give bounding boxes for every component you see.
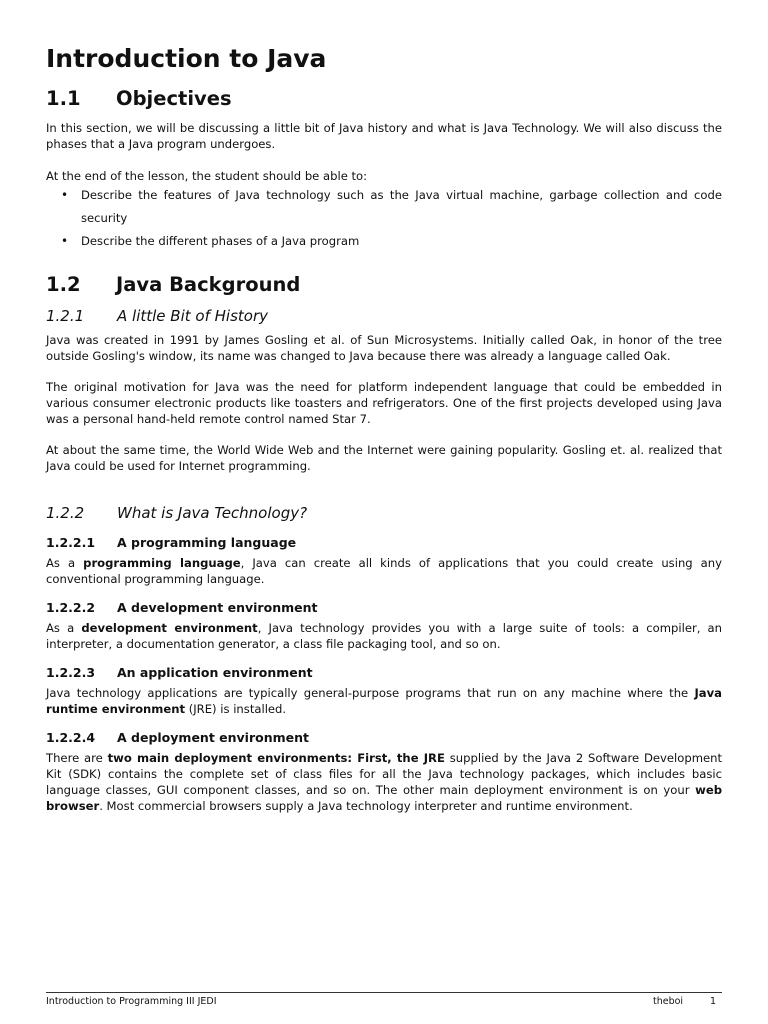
text-run: As a bbox=[46, 555, 84, 570]
footer-author: theboi bbox=[653, 996, 684, 1007]
programming-language-paragraph bbox=[46, 555, 722, 587]
topic-number: 1.2.2.1 bbox=[46, 534, 96, 550]
subsection-heading-history bbox=[46, 307, 722, 325]
topic-title: A programming language bbox=[117, 534, 297, 550]
topic-heading-deployment-environment bbox=[46, 730, 722, 745]
subsection-number: 1.2.1 bbox=[46, 306, 85, 325]
subsection-heading-java-technology bbox=[46, 504, 722, 522]
objectives-list bbox=[46, 184, 722, 253]
subsection-title: A little Bit of History bbox=[117, 306, 268, 325]
deployment-environment-paragraph bbox=[46, 750, 722, 814]
list-item: • Describe the different phases of a Java program bbox=[46, 230, 722, 253]
topic-number: 1.2.2.2 bbox=[46, 599, 96, 615]
topic-title: A development environment bbox=[117, 599, 318, 615]
topic-title: An application environment bbox=[117, 664, 313, 680]
topic-title: A deployment environment bbox=[117, 729, 309, 745]
development-environment-paragraph bbox=[46, 620, 722, 652]
section-heading-java-background bbox=[46, 273, 722, 296]
bold-term: development environment bbox=[81, 620, 258, 635]
document-title: Introduction to Java bbox=[46, 44, 327, 73]
text-run: As a bbox=[46, 620, 82, 635]
application-environment-paragraph bbox=[46, 685, 722, 717]
topic-heading-development-environment bbox=[46, 600, 722, 615]
objectives-intro-paragraph: In this section, we will be discussing a little bit of Java history and what is Java Technology. We will also discuss the phases that a Java program undergoes. bbox=[46, 121, 722, 152]
bold-term: two main deployment environments: First, the JRE bbox=[107, 750, 445, 765]
text-run: (JRE) is installed. bbox=[185, 701, 287, 716]
history-paragraph-1: Java was created in 1991 by James Gosling et al. of Sun Microsystems. Initially called Oak, in honor of the tree outside Gosling's window, its name was changed to Java because there was already a language called Oak. bbox=[46, 332, 722, 363]
footer-course-title: Introduction to Programming III JEDI bbox=[46, 996, 217, 1007]
list-item: • Describe the features of Java technology such as the Java virtual machine, garbage collection and code security bbox=[46, 184, 722, 230]
objectives-lead-paragraph: At the end of the lesson, the student should be able to: bbox=[46, 169, 368, 184]
history-paragraph-3: At about the same time, the World Wide Web and the Internet were gaining popularity. Gosling et. al. realized that Java could be used for Internet programming. bbox=[46, 442, 722, 473]
section-title: Java Background bbox=[116, 273, 301, 297]
text-run: Java technology applications are typically general-purpose programs that run on any machine where the bbox=[46, 685, 695, 700]
subsection-number: 1.2.2 bbox=[46, 503, 85, 522]
text-run: , Java can create all kinds of applications that you could create using any conventional programming language. bbox=[46, 555, 722, 586]
subsection-title: What is Java Technology? bbox=[117, 503, 308, 522]
text-run: . Most commercial browsers supply a Java technology interpreter and runtime environment. bbox=[99, 798, 633, 813]
topic-heading-programming-language bbox=[46, 535, 722, 550]
bold-term: web browser bbox=[46, 782, 722, 813]
section-heading-objectives bbox=[46, 87, 722, 110]
document-page bbox=[46, 44, 722, 814]
topic-number: 1.2.2.4 bbox=[46, 729, 96, 745]
page-footer bbox=[46, 992, 722, 1007]
text-run: supplied by the Java 2 Software Development Kit (SDK) contains the complete set of class files for all the Java technology packages, which includes basic language classes, GUI component classes, and so on. The other main deployment environment is on your bbox=[46, 750, 723, 797]
page-number: 1 bbox=[709, 996, 716, 1007]
section-number: 1.2 bbox=[46, 273, 81, 297]
text-run: There are bbox=[46, 750, 108, 765]
bold-term: Java runtime environment bbox=[46, 685, 722, 716]
text-run: , Java technology provides you with a large suite of tools: a compiler, an interpreter, a documentation generator, a class file packaging tool, and so on. bbox=[46, 620, 722, 651]
topic-heading-application-environment bbox=[46, 665, 722, 680]
section-number: 1.1 bbox=[46, 87, 81, 110]
topic-number: 1.2.2.3 bbox=[46, 664, 96, 680]
section-title: Objectives bbox=[116, 87, 232, 110]
bold-term: programming language bbox=[83, 555, 241, 570]
history-paragraph-2: The original motivation for Java was the need for platform independent language that could be embedded in various consumer electronic products like toasters and refrigerators. One of the first projects developed using Java was a personal hand-held remote control named Star 7. bbox=[46, 379, 722, 426]
